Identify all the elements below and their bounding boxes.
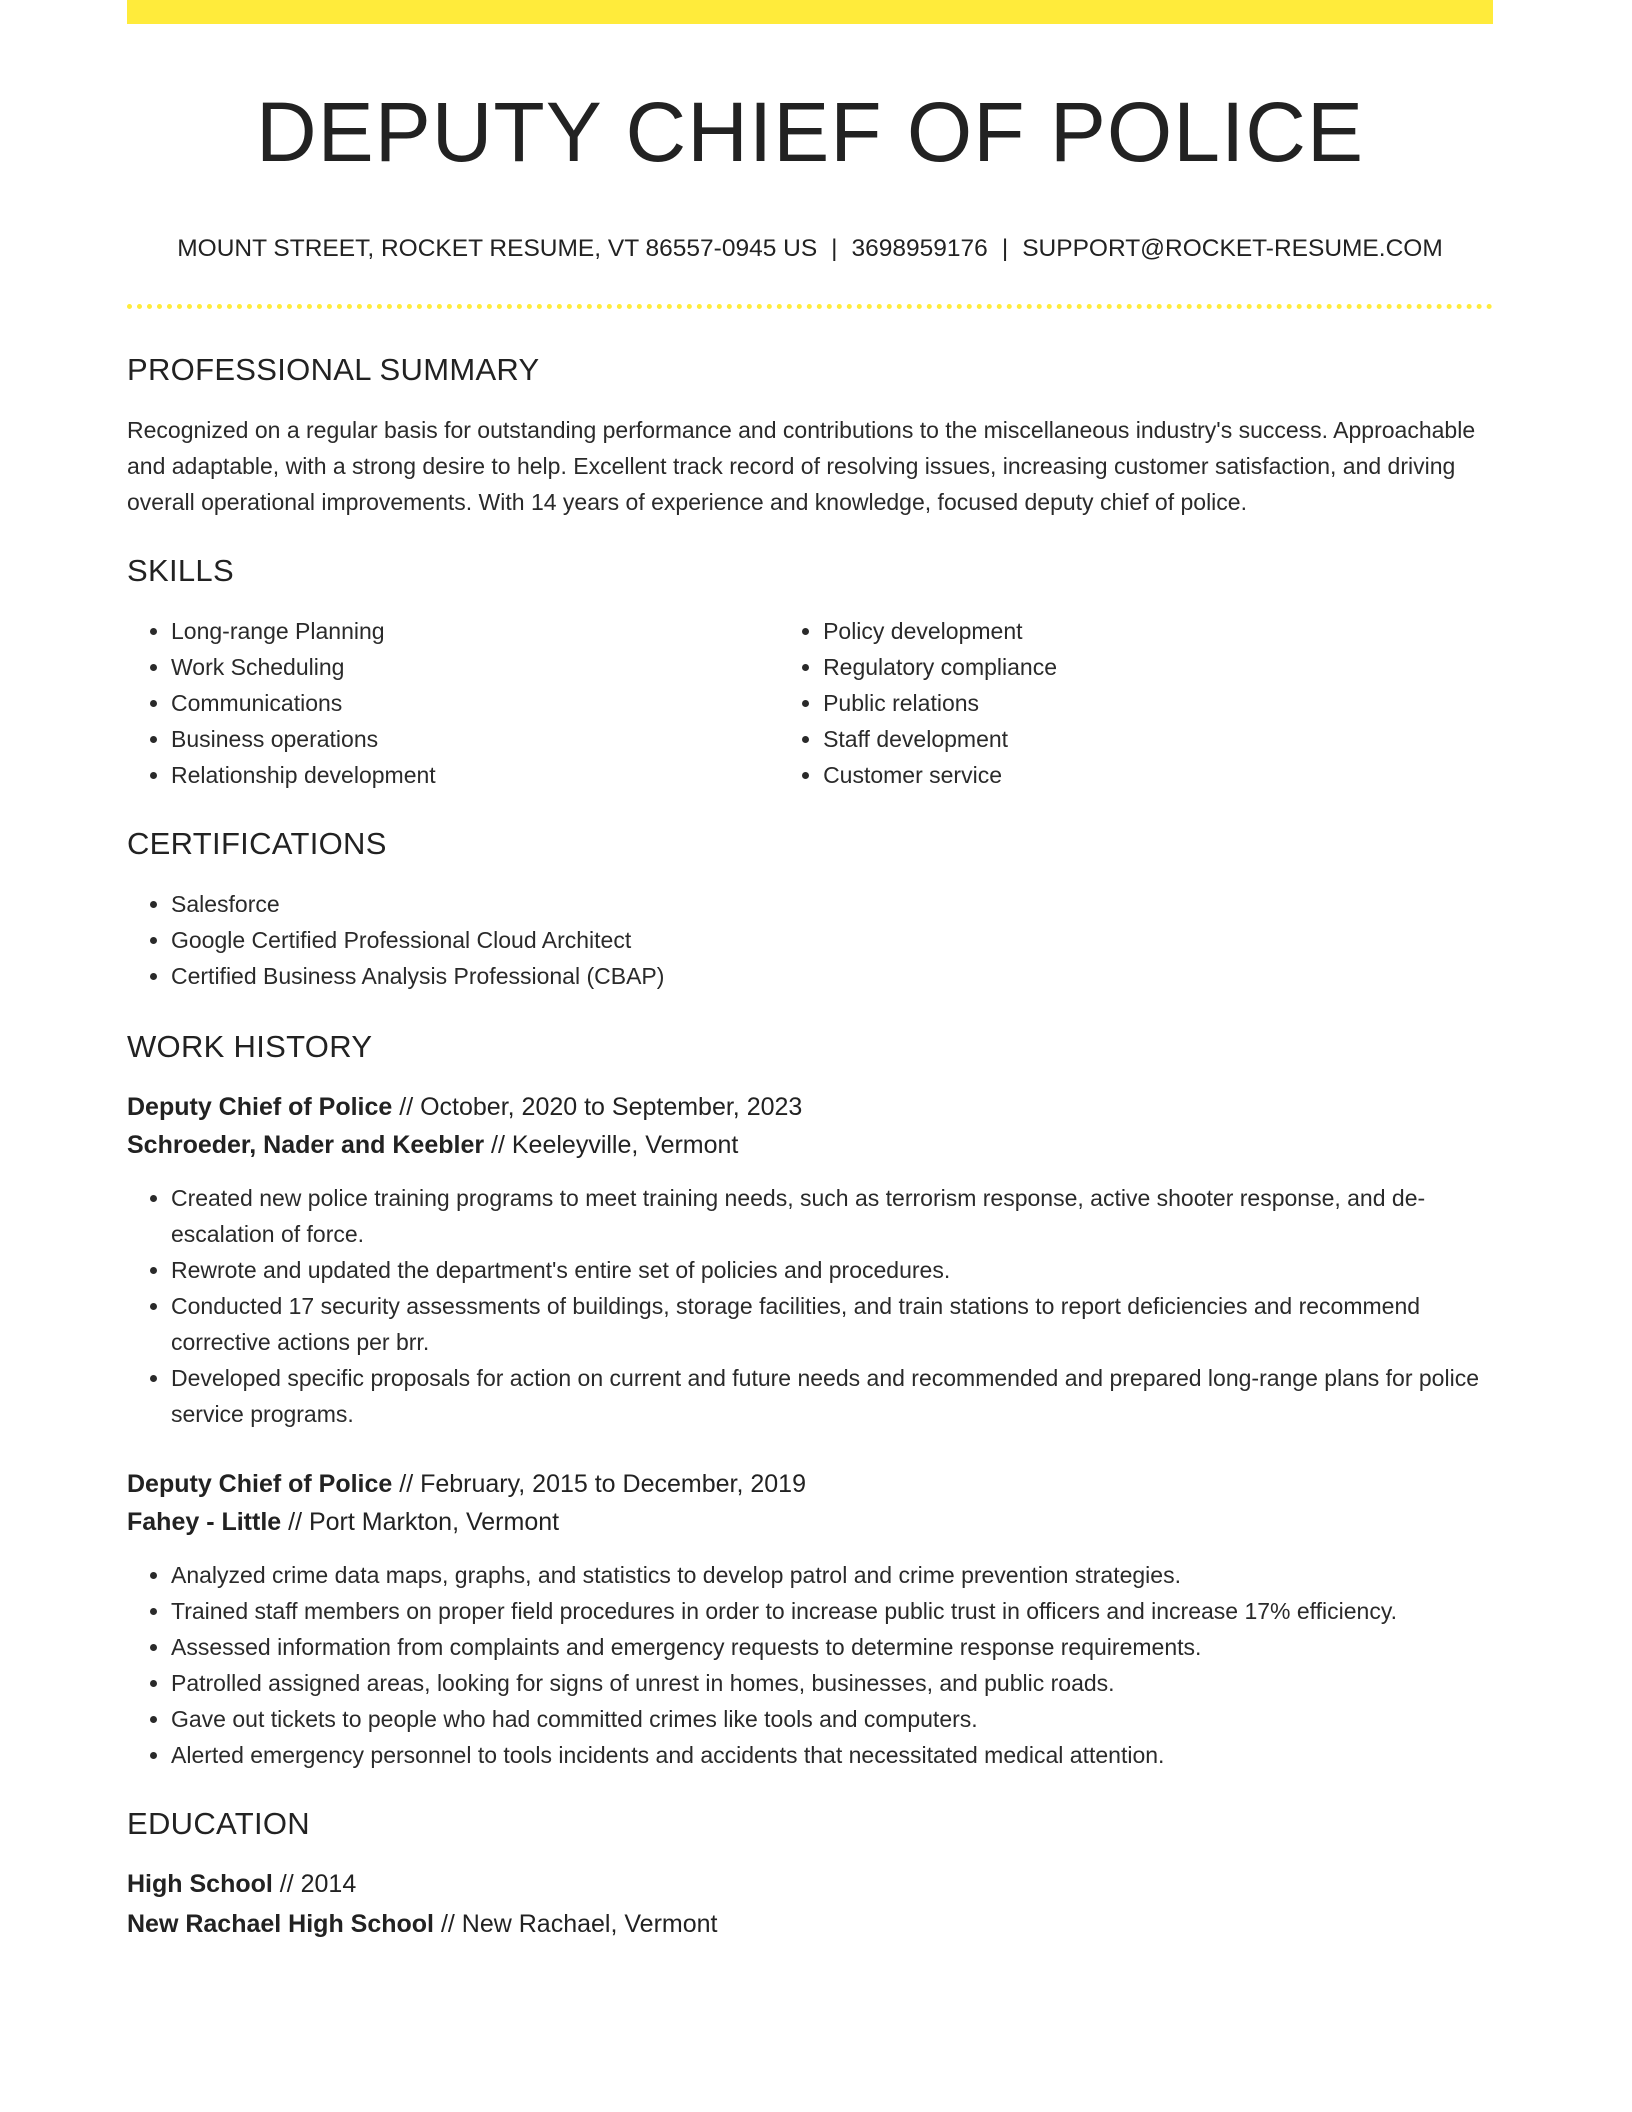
job-dates: // February, 2015 to December, 2019 <box>392 1469 806 1498</box>
skill-item: • Policy development <box>823 613 1493 649</box>
education-location: // New Rachael, Vermont <box>434 1909 718 1938</box>
top-accent-bar <box>127 0 1493 24</box>
job-company-line <box>127 1503 1493 1541</box>
job-bullet: • Patrolled assigned areas, looking for signs of unrest in homes, businesses, and public roads. <box>171 1665 1493 1701</box>
job-company: Schroeder, Nader and Keebler <box>127 1130 485 1159</box>
education-heading: EDUCATION <box>127 1805 310 1841</box>
education-year: // 2014 <box>272 1869 357 1898</box>
skill-item: • Customer service <box>823 757 1493 793</box>
job-bullet: • Analyzed crime data maps, graphs, and statistics to develop patrol and crime prevention strategies. <box>171 1557 1493 1593</box>
job-entry <box>127 1088 1493 1432</box>
job-entry <box>127 1465 1493 1773</box>
job-location: // Port Markton, Vermont <box>281 1507 560 1536</box>
contact-email: SUPPORT@ROCKET-RESUME.COM <box>1022 235 1443 263</box>
skills-list-left <box>127 613 779 793</box>
summary-text: Recognized on a regular basis for outstanding performance and contributions to the miscellaneous industry's success. Approachable and adaptable, with a strong desire to help. Excellent track record of resolving issues, increasing customer satisfaction, and driving overall operational improvements. With 14 years of experience and knowledge, focused deputy chief of police. <box>127 416 1476 515</box>
certification-item: • Certified Business Analysis Professional (CBAP) <box>171 958 1493 994</box>
certification-item: • Google Certified Professional Cloud Architect <box>171 922 1493 958</box>
education-entry <box>127 1864 1493 1944</box>
contact-phone: 3698959176 <box>851 235 988 263</box>
job-bullet: • Trained staff members on proper field procedures in order to increase public trust in officers and increase 17% efficiency. <box>171 1593 1493 1629</box>
education-school-line <box>127 1904 1493 1944</box>
contact-separator: | <box>1001 235 1009 263</box>
job-bullet: • Assessed information from complaints and emergency requests to determine response requirements. <box>171 1629 1493 1665</box>
education-school: New Rachael High School <box>127 1909 435 1938</box>
header-divider <box>127 304 1493 309</box>
contact-separator: | <box>831 235 838 263</box>
job-role-line <box>127 1465 1493 1503</box>
skills-heading: SKILLS <box>127 552 234 588</box>
skill-item: • Business operations <box>171 721 779 757</box>
certifications-list <box>127 886 1493 994</box>
job-bullet: • Developed specific proposals for action on current and future needs and recommended and prepared long-range plans for police service programs. <box>171 1360 1493 1432</box>
job-bullets <box>127 1180 1493 1432</box>
contact-address: MOUNT STREET, ROCKET RESUME, VT 86557-0945 US <box>177 235 818 263</box>
job-bullets <box>127 1557 1493 1773</box>
job-role: Deputy Chief of Police <box>127 1092 393 1121</box>
contact-line <box>127 234 1493 263</box>
skill-item: • Work Scheduling <box>171 649 779 685</box>
skill-item: • Regulatory compliance <box>823 649 1493 685</box>
job-dates: // October, 2020 to September, 2023 <box>392 1092 803 1121</box>
certifications-heading: CERTIFICATIONS <box>127 826 387 862</box>
skills-list-right <box>779 613 1493 793</box>
job-company-line <box>127 1126 1493 1164</box>
job-bullet: • Created new police training programs to meet training needs, such as terrorism response, active shooter response, and de-escalation of force. <box>171 1180 1493 1252</box>
job-bullet: • Rewrote and updated the department's entire set of policies and procedures. <box>171 1252 1493 1288</box>
skill-item: • Relationship development <box>171 757 779 793</box>
job-bullet: • Alerted emergency personnel to tools incidents and accidents that necessitated medical attention. <box>171 1737 1493 1773</box>
skills-columns <box>127 613 1493 793</box>
job-role: Deputy Chief of Police <box>127 1469 393 1498</box>
education-degree: High School <box>127 1869 273 1898</box>
summary-heading: PROFESSIONAL SUMMARY <box>127 351 540 387</box>
education-degree-line <box>127 1864 1493 1904</box>
skill-item: • Long-range Planning <box>171 613 779 649</box>
job-location: // Keeleyville, Vermont <box>484 1130 739 1159</box>
job-bullet: • Conducted 17 security assessments of buildings, storage facilities, and train stations to report deficiencies and recommend corrective actions per brr. <box>171 1288 1493 1360</box>
skill-item: • Public relations <box>823 685 1493 721</box>
skill-item: • Staff development <box>823 721 1493 757</box>
resume-title: DEPUTY CHIEF OF POLICE <box>256 85 1364 179</box>
work-history-heading: WORK HISTORY <box>127 1029 373 1065</box>
skill-item: • Communications <box>171 685 779 721</box>
resume-page <box>127 0 1493 1944</box>
certification-item: • Salesforce <box>171 886 1493 922</box>
job-company: Fahey - Little <box>127 1507 282 1536</box>
job-role-line <box>127 1088 1493 1126</box>
job-bullet: • Gave out tickets to people who had committed crimes like tools and computers. <box>171 1701 1493 1737</box>
